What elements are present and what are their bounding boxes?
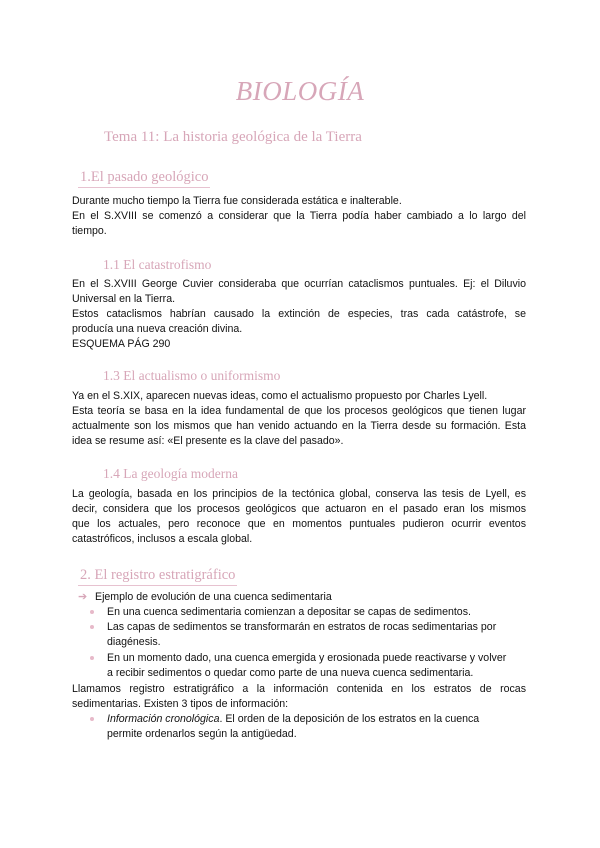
subsection-heading-geologia-moderna: 1.4 La geología moderna xyxy=(103,466,238,481)
bullet-icon xyxy=(90,717,94,721)
paragraph-actualismo: Ya en el S.XIX, aparecen nuevas ideas, como el actualismo propuesto por Charles Lyell. Esta teoría se basa en la idea fundamental de que los procesos geológicos que tienen lugar actualmente son los mismos que han venido actuando en la Tierra desde su formación. Esta idea se resume así: «El presente es la clave del pasado». xyxy=(72,390,526,447)
paragraph-pasado-geologico: Durante mucho tiempo la Tierra fue considerada estática e inalterable. En el S.XVIII se comenzó a considerar que la Tierra podía haber cambiado a lo largo del tiempo. xyxy=(72,195,526,237)
section-heading-pasado-geologico: 1.El pasado geológico xyxy=(80,169,208,186)
bullet-icon xyxy=(90,625,94,629)
bullet-icon xyxy=(90,610,94,614)
paragraph-catastrofismo: En el S.XVIII George Cuvier consideraba que ocurrían cataclismos puntuales. Ej: el Diluvio Universal en la Tierra. Estos cataclismos habrían causado la extinción de especies, tras cada catástrofe, se producía una nueva creación divina. ESQUEMA PÁG 290 xyxy=(72,278,526,350)
page-subtitle: Tema 11: La historia geológica de la Tierra xyxy=(104,129,362,145)
subsection-heading-catastrofismo: 1.1 El catastrofismo xyxy=(103,257,212,272)
section-heading-registro-estratigrafico: 2. El registro estratigráfico xyxy=(80,567,235,584)
subsection-heading-actualismo: 1.3 El actualismo o uniformismo xyxy=(103,368,281,383)
paragraph-registro: Llamamos registro estratigráfico a la información contenida en los estratos de rocas sedimentarias. Existen 3 tipos de información: xyxy=(72,683,526,710)
page-title: BIOLOGÍA xyxy=(235,76,365,106)
document-page: BIOLOGÍA Tema 11: La historia geológica de la Tierra 1.El pasado geológico Durante mucho tiempo la Tierra fue considerada estática e inalterable. En el S.XVIII se comenzó a considerar que la Tierra podía haber cambiado a lo largo del tiempo. 1.1 El catastrofismo En el S.XVIII George Cuvier consideraba que ocurrían cataclismos puntuales. Ej: el Diluvio Universal en la Tierra. Estos cataclismos habrían causado la extinción de especies, tras cada catástrofe, se producía una nueva creación divina. ESQUEMA PÁG 290 1.3 El actualismo o uniformismo Ya en el S.XIX, aparecen nuevas ideas, como el actualismo propuesto por Charles Lyell. Esta teoría se basa en la idea fundamental de que los procesos geológicos que tienen lugar actualmente son los mismos que han venido actuando en la Tierra desde su formación. Esta idea se resume así: «El presente es la clave del pasado». 1.4 La geología moderna La geología, basada en los principios de la tectónica global, conserva las tesis de Lyell, es decir, considera que los procesos geológicos que actuaron en el pasado eran los mismos que los actuales, pero reconoce que en momentos puntuales pudieron ocurrir eventos catastróficos, inclusos a escala global. 2. El registro estratigráfico ➔ Ejemplo de evolución de una cuenca sedimentaria En una cuenca sedimentaria comienzan a depositar se capas de sedimentos. Las capas de sedimentos se transformarán en estratos de rocas sedimentarias por diagénesis. En un momento dado, una cuenca emergida y erosionada puede reactivarse y volver a recibir sedimentos o quedar como parte de una nueva cuenca sedimentaria. Llamamos registro estratigráfico a la información contenida en los estratos de rocas sedimentarias. Existen 3 tipos de información: Información cronológica. El orden de la deposición de los estratos en la cuenca permite ordenarlos según la antigüedad. xyxy=(0,0,600,848)
bullet-icon xyxy=(90,656,94,660)
paragraph-geologia-moderna: La geología, basada en los principios de la tectónica global, conserva las tesis de Lyell, es decir, considera que los procesos geológicos que actuaron en el pasado eran los mismos que los actuales, pero reconoce que en momentos puntuales pudieron ocurrir eventos catastróficos, inclusos a escala global. xyxy=(72,488,526,545)
arrow-right-icon: ➔ xyxy=(78,591,88,603)
